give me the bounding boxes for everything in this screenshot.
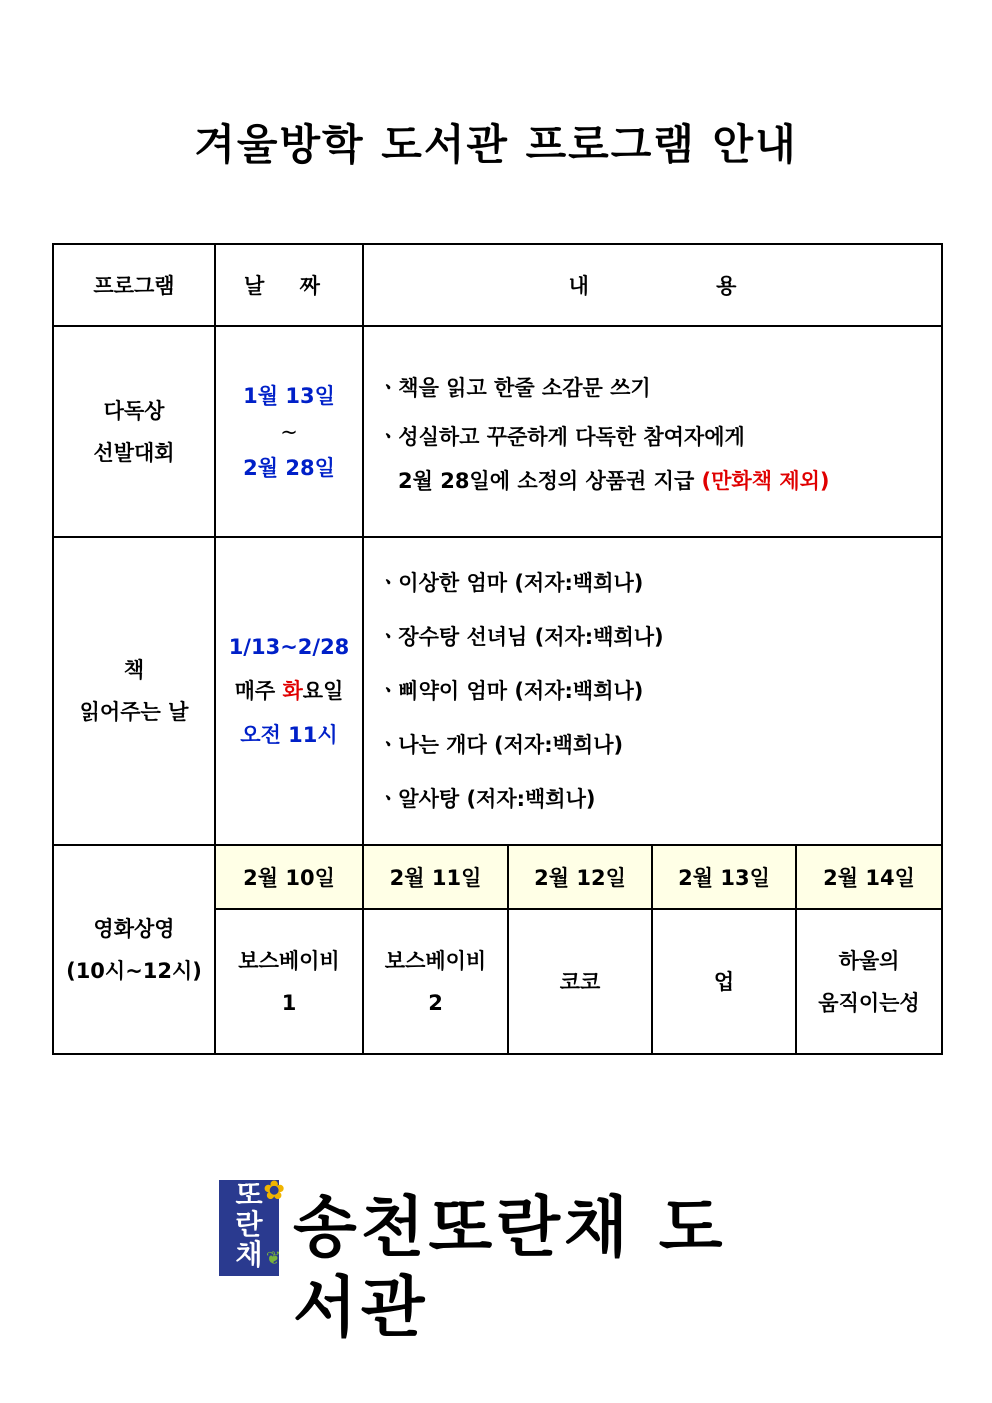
table-header-row [53, 244, 942, 326]
date-weekday [216, 669, 362, 713]
program-table [52, 243, 943, 1055]
content-item: ㆍ성실하고 꾸준하게 다독한 참여자에게 [378, 424, 745, 449]
content-item: ㆍ책을 읽고 한줄 소감문 쓰기 [378, 375, 651, 400]
movie-date: 2월 14일 [796, 845, 942, 909]
library-name: 송천또란채 도서관 [293, 1189, 727, 1346]
weekday-highlight: 화 [282, 679, 303, 703]
movie-title-cell [363, 909, 508, 1054]
flower-icon: ✿ [263, 1176, 285, 1206]
content-item-text: 2월 28일에 소정의 상품권 지급 [398, 468, 695, 493]
program-date-cell [215, 326, 363, 537]
content-item [378, 459, 941, 503]
library-logo [219, 1176, 784, 1346]
logo-mark-char: 채 [235, 1238, 263, 1271]
page-title: 겨울방학 도서관 프로그램 안내 [194, 120, 798, 169]
logo-mark-char: 또 [235, 1178, 263, 1211]
weekday-pre: 매주 [234, 679, 283, 703]
header-content: 내 용 [363, 244, 942, 326]
movie-title: 코코 [559, 969, 601, 994]
program-name: 영화상영 [93, 916, 175, 941]
header-date: 날 짜 [215, 244, 363, 326]
program-content-cell [363, 326, 942, 537]
program-name: 선발대회 [93, 440, 175, 465]
movie-title-part: 움직이는성 [818, 990, 920, 1015]
program-date-cell [215, 537, 363, 845]
logo-mark-char: 란 [235, 1208, 263, 1241]
book-item: ㆍ알사탕 (저자:백희나) [378, 787, 596, 811]
movie-date: 2월 12일 [508, 845, 652, 909]
program-name-cell [53, 326, 215, 537]
movie-title-cell [215, 909, 363, 1054]
program-name: 책 [123, 658, 145, 682]
weekday-post: 요일 [302, 679, 344, 703]
movie-title-cell [652, 909, 796, 1054]
program-name-cell [53, 845, 215, 1054]
movie-title-part: 1 [281, 990, 297, 1015]
movie-title-cell [508, 909, 652, 1054]
movie-date: 2월 11일 [363, 845, 508, 909]
movie-date: 2월 10일 [215, 845, 363, 909]
content-item-note: (만화책 제외) [701, 468, 830, 493]
book-item: ㆍ장수탕 선녀님 (저자:백희나) [378, 625, 664, 649]
movie-title: 하울의 [838, 948, 900, 973]
book-item: ㆍ나는 개다 (저자:백희나) [378, 733, 624, 757]
movie-date: 2월 13일 [652, 845, 796, 909]
movie-title-part: 2 [428, 990, 443, 1015]
table-row-dadoksang [53, 326, 942, 537]
leaf-icon: ❦ [265, 1248, 281, 1269]
date-time: 오전 11시 [240, 723, 338, 747]
program-name: 읽어주는 날 [79, 700, 189, 724]
header-program: 프로그램 [53, 244, 215, 326]
book-item: ㆍ이상한 엄마 (저자:백희나) [378, 571, 644, 595]
program-name: 다독상 [103, 398, 165, 423]
movie-title-cell [796, 909, 942, 1054]
table-row-movie-dates [53, 845, 942, 909]
program-name-cell [53, 537, 215, 845]
date-start: 1월 13일 [243, 383, 335, 408]
movie-title: 보스베이비 [384, 948, 487, 973]
date-separator: ~ [280, 419, 298, 444]
program-content-cell [363, 537, 942, 845]
date-range: 1/13~2/28 [228, 635, 350, 659]
movie-title: 업 [713, 969, 735, 994]
date-end: 2월 28일 [243, 455, 335, 480]
movie-title: 보스베이비 [238, 948, 340, 973]
book-item: ㆍ삐약이 엄마 (저자:백희나) [378, 679, 644, 703]
program-time: (10시~12시) [66, 958, 202, 983]
library-logo-mark [219, 1176, 285, 1276]
table-row-reading [53, 537, 942, 845]
